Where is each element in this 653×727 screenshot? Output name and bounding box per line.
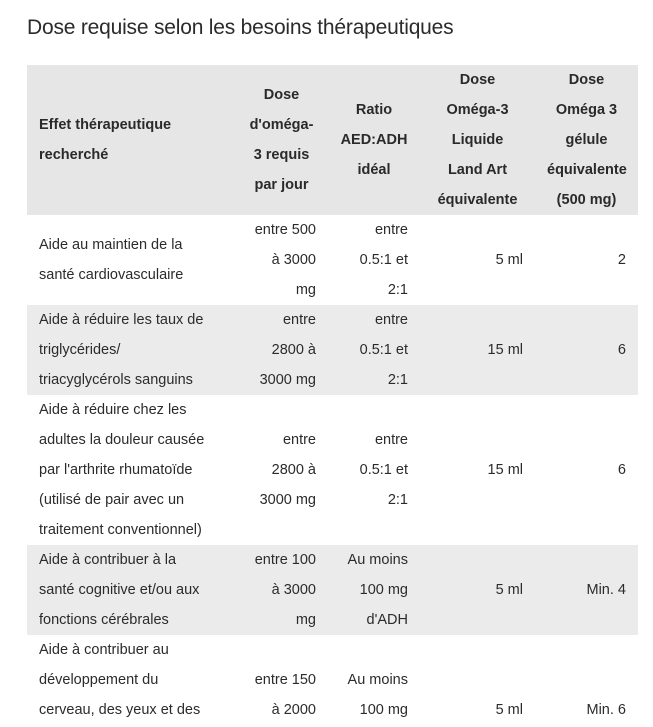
cell-line: à 3000 [271, 582, 316, 598]
cell-liquid [420, 635, 535, 725]
cell-dose [235, 545, 328, 635]
cell-effect [27, 545, 235, 635]
cell-dose [235, 215, 328, 305]
page-title: Dose requise selon les besoins thérapeutiques [27, 16, 454, 39]
cell-line: Aide à contribuer à la [39, 552, 177, 568]
cell-line: entre [374, 222, 408, 238]
cell-line: adultes la douleur causée [39, 432, 205, 448]
cell-line: par l'arthrite rhumatoïde [39, 462, 193, 478]
cell-line: Min. 4 [586, 582, 626, 598]
header-gelule-line: gélule [565, 132, 608, 148]
cell-line: triglycérides/ [39, 342, 121, 358]
cell-liquid [420, 545, 535, 635]
table-row [27, 305, 638, 395]
cell-effect [27, 215, 235, 305]
cell-liquid [420, 215, 535, 305]
cell-gelule [535, 635, 638, 725]
cell-line: santé cognitive et/ou aux [39, 582, 200, 598]
cell-effect [27, 395, 235, 545]
header-liquid-line: Dose [459, 72, 496, 88]
table-row [27, 635, 638, 725]
cell-gelule [535, 215, 638, 305]
cell-line: traitement conventionnel) [39, 522, 202, 538]
header-gelule-line: équivalente [547, 162, 627, 178]
cell-gelule [535, 545, 638, 635]
cell-liquid [420, 305, 535, 395]
cell-line: 5 ml [495, 252, 523, 268]
cell-effect [27, 305, 235, 395]
table-header [27, 65, 638, 215]
cell-line: 2:1 [387, 372, 408, 388]
header-effect-line: Effet thérapeutique [39, 117, 172, 133]
cell-line: entre 150 [254, 672, 316, 688]
header-ratio-line: idéal [357, 162, 391, 178]
header-gelule-line: Dose [568, 72, 605, 88]
cell-line: triacyglycérols sanguins [39, 372, 193, 388]
cell-liquid [420, 395, 535, 545]
header-dose-line: Dose [263, 87, 300, 103]
header-liquid-line: Land Art [447, 162, 508, 178]
cell-line: Aide à contribuer au [39, 642, 169, 658]
cell-line: à 3000 [271, 252, 316, 268]
cell-dose [235, 395, 328, 545]
cell-line: (utilisé de pair avec un [39, 492, 185, 508]
cell-line: 6 [617, 462, 626, 478]
header-dose [235, 65, 328, 215]
cell-line: développement du [39, 672, 159, 688]
cell-line: 2:1 [387, 492, 408, 508]
cell-line: 0.5:1 et [359, 342, 408, 358]
table-body [27, 215, 638, 725]
cell-ratio [328, 395, 420, 545]
cell-line: cerveau, des yeux et des [39, 702, 201, 718]
cell-line: 5 ml [495, 702, 523, 718]
header-liquid [420, 65, 535, 215]
cell-dose [235, 305, 328, 395]
cell-line: fonctions cérébrales [39, 612, 169, 628]
cell-line: entre [374, 432, 408, 448]
header-effect-line: recherché [39, 147, 109, 163]
cell-dose [235, 635, 328, 725]
header-gelule-line: Oméga 3 [555, 102, 618, 118]
cell-line: 2800 à [271, 462, 316, 478]
cell-line: Au moins [347, 552, 408, 568]
cell-line: 5 ml [495, 582, 523, 598]
cell-gelule [535, 395, 638, 545]
cell-line: Aide au maintien de la [39, 237, 183, 253]
cell-line: entre [374, 312, 408, 328]
cell-line: Aide à réduire chez les [39, 402, 187, 418]
cell-line: 100 mg [359, 702, 408, 718]
header-liquid-line: Liquide [451, 132, 504, 148]
header-dose-line: 3 requis [253, 147, 310, 163]
header-gelule-line: (500 mg) [556, 192, 617, 208]
cell-line: mg [295, 612, 316, 628]
cell-line: entre 500 [254, 222, 316, 238]
table-row [27, 215, 638, 305]
cell-ratio [328, 545, 420, 635]
cell-line: 15 ml [487, 342, 523, 358]
header-liquid-line: Oméga-3 [446, 102, 509, 118]
header-gelule [535, 65, 638, 215]
cell-line: 2 [617, 252, 626, 268]
header-ratio-line: Ratio [355, 102, 393, 118]
cell-line: 0.5:1 et [359, 252, 408, 268]
cell-line: Aide à réduire les taux de [39, 312, 204, 328]
cell-line: Min. 6 [586, 702, 626, 718]
cell-line: entre [282, 312, 316, 328]
cell-line: santé cardiovasculaire [39, 267, 184, 283]
cell-ratio [328, 215, 420, 305]
cell-line: entre [282, 432, 316, 448]
header-dose-line: d'oméga- [249, 117, 314, 133]
cell-line: 100 mg [359, 582, 408, 598]
cell-line: 15 ml [487, 462, 523, 478]
cell-line: 6 [617, 342, 626, 358]
cell-line: d'ADH [366, 612, 408, 628]
cell-line: entre 100 [254, 552, 316, 568]
cell-line: à 2000 [271, 702, 316, 718]
header-effect [27, 65, 235, 215]
table-row [27, 395, 638, 545]
cell-gelule [535, 305, 638, 395]
cell-line: 2:1 [387, 282, 408, 298]
cell-effect [27, 635, 235, 725]
header-ratio [328, 65, 420, 215]
header-liquid-line: équivalente [437, 192, 518, 208]
cell-line: 3000 mg [259, 372, 316, 388]
cell-ratio [328, 305, 420, 395]
cell-line: 0.5:1 et [359, 462, 408, 478]
table-row [27, 545, 638, 635]
cell-ratio [328, 635, 420, 725]
cell-line: 2800 à [271, 342, 316, 358]
dose-table [27, 65, 638, 725]
cell-line: Au moins [347, 672, 408, 688]
header-dose-line: par jour [254, 177, 309, 193]
header-row [27, 65, 638, 215]
cell-line: mg [295, 282, 316, 298]
cell-line: 3000 mg [259, 492, 316, 508]
header-ratio-line: AED:ADH [340, 132, 408, 148]
